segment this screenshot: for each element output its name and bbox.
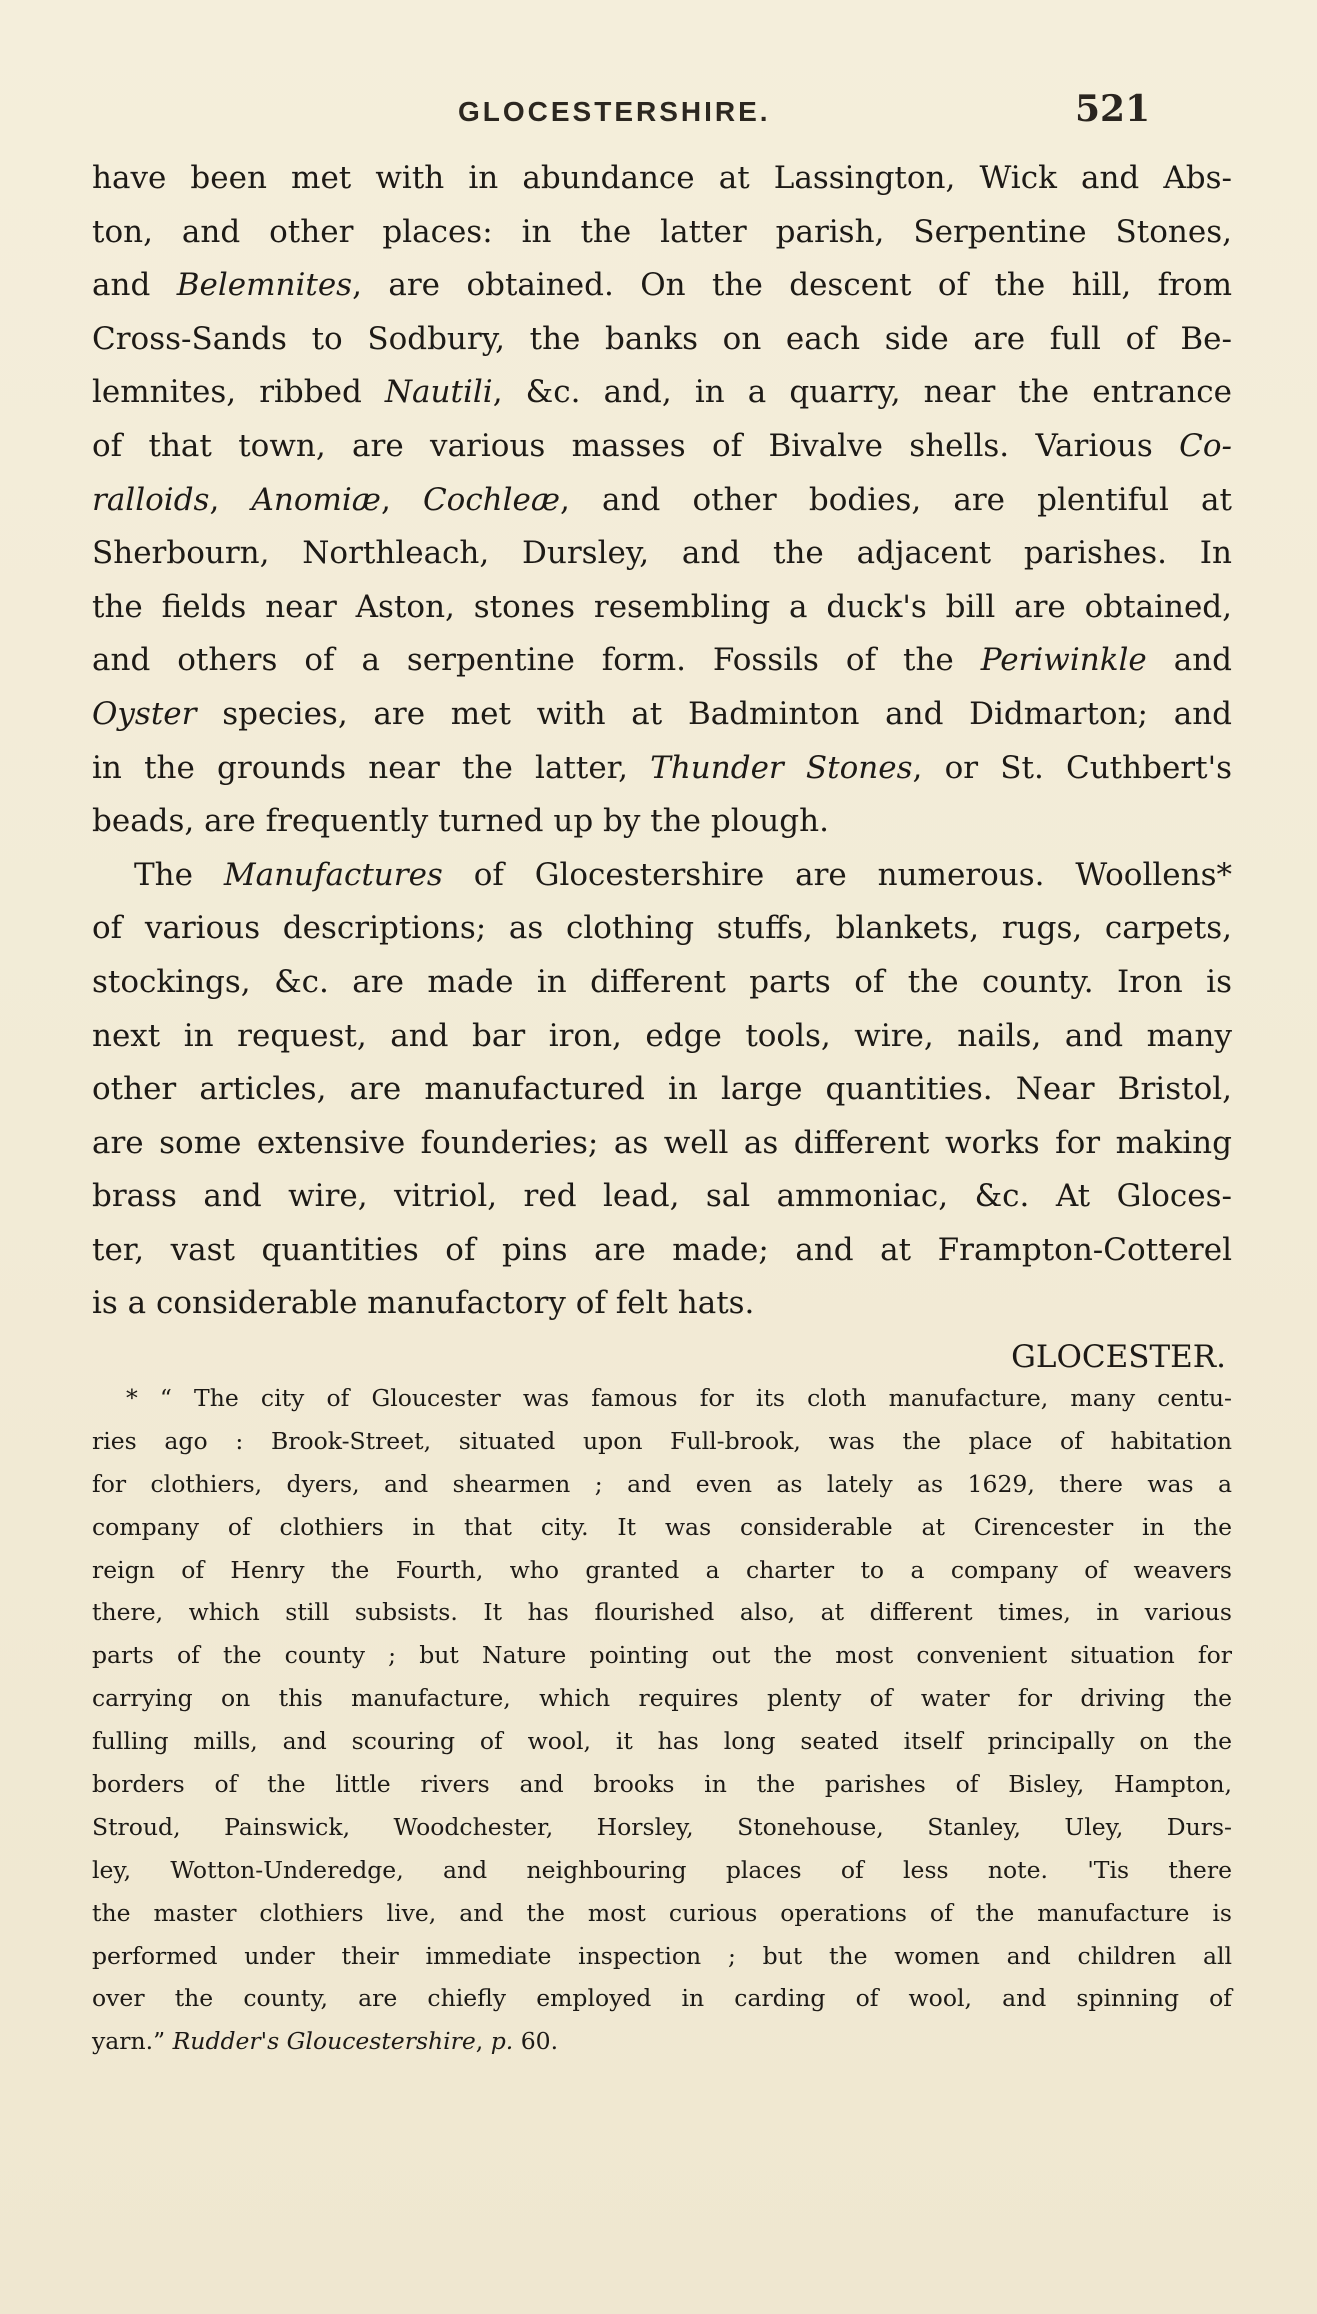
body-line: in the grounds near the latter, Thunder Stones, or St. Cuthbert's: [92, 749, 1232, 786]
page-number: 521: [1075, 88, 1151, 130]
body-line: ter, vast quantities of pins are made; and at Frampton-Cotterel: [92, 1231, 1232, 1268]
footnote-line: yarn.” Rudder's Gloucestershire, p. 60.: [92, 2027, 559, 2056]
main-text: [92, 152, 1232, 1385]
body-line: beads, are frequently turned up by the plough.: [92, 803, 829, 840]
footnote-line: the master clothiers live, and the most curious operations of the manufacture is: [92, 1898, 1232, 1927]
footnote-line: over the county, are chiefly employed in carding of wool, and spinning of: [92, 1984, 1232, 2013]
body-line: other articles, are manufactured in large quantities. Near Bristol,: [92, 1071, 1232, 1108]
footnote-line: parts of the county ; but Nature pointing out the most convenient situation for: [92, 1641, 1232, 1670]
body-line: Oyster species, are met with at Badminton and Didmarton; and: [92, 695, 1232, 732]
footnote-line: fulling mills, and scouring of wool, it has long seated itself principally on the: [92, 1727, 1232, 1756]
footnote-line: reign of Henry the Fourth, who granted a charter to a company of weavers: [92, 1555, 1232, 1584]
body-line: and Belemnites, are obtained. On the descent of the hill, from: [92, 267, 1232, 304]
section-heading: GLOCESTER.: [1011, 1339, 1226, 1376]
body-line: are some extensive founderies; as well as different works for making: [92, 1124, 1232, 1161]
footnote-line: borders of the little rivers and brooks in the parishes of Bisley, Hampton,: [92, 1770, 1232, 1799]
body-line: ralloids, Anomiæ, Cochleæ, and other bodies, are plentiful at: [92, 481, 1232, 518]
footnote-line: Stroud, Painswick, Woodchester, Horsley, Stonehouse, Stanley, Uley, Durs-: [92, 1812, 1232, 1841]
footnote: [92, 1377, 1232, 2063]
body-line: is a considerable manufactory of felt hats.: [92, 1285, 755, 1322]
body-line: lemnites, ribbed Nautili, &c. and, in a quarry, near the entrance: [92, 374, 1232, 411]
footnote-line: carrying on this manufacture, which requires plenty of water for driving the: [92, 1684, 1232, 1713]
footnote-line: there, which still subsists. It has flourished also, at different times, in various: [92, 1598, 1232, 1627]
body-line: of that town, are various masses of Bivalve shells. Various Co-: [92, 427, 1232, 464]
body-line: Cross-Sands to Sodbury, the banks on each side are full of Be-: [92, 320, 1232, 357]
body-line: stockings, &c. are made in different parts of the county. Iron is: [92, 963, 1232, 1000]
footnote-line: * “ The city of Gloucester was famous for its cloth manufacture, many centu-: [126, 1384, 1232, 1412]
running-title: GLOCESTERSHIRE.: [458, 96, 771, 127]
footnote-line: ley, Wotton-Underedge, and neighbouring places of less note. 'Tis there: [92, 1855, 1232, 1884]
footnote-line: for clothiers, dyers, and shearmen ; and even as lately as 1629, there was a: [92, 1469, 1232, 1498]
body-line: the fields near Aston, stones resembling a duck's bill are obtained,: [92, 588, 1232, 625]
body-line: and others of a serpentine form. Fossils of the Periwinkle and: [92, 642, 1232, 679]
page-header: [0, 88, 1317, 132]
body-line: of various descriptions; as clothing stuffs, blankets, rugs, carpets,: [92, 910, 1232, 947]
body-line: ton, and other places: in the latter parish, Serpentine Stones,: [92, 213, 1232, 250]
footnote-line: company of clothiers in that city. It was considerable at Cirencester in the: [92, 1512, 1232, 1541]
body-line: brass and wire, vitriol, red lead, sal ammoniac, &c. At Gloces-: [92, 1178, 1232, 1215]
body-line: Sherbourn, Northleach, Dursley, and the adjacent parishes. In: [92, 535, 1232, 572]
footnote-line: performed under their immediate inspection ; but the women and children all: [92, 1941, 1232, 1970]
body-line: have been met with in abundance at Lassington, Wick and Abs-: [92, 160, 1232, 196]
footnote-line: ries ago : Brook-Street, situated upon Full-brook, was the place of habitation: [92, 1426, 1232, 1455]
body-line: The Manufactures of Glocestershire are numerous. Woollens*: [134, 856, 1232, 893]
body-line: next in request, and bar iron, edge tools, wire, nails, and many: [92, 1017, 1232, 1054]
